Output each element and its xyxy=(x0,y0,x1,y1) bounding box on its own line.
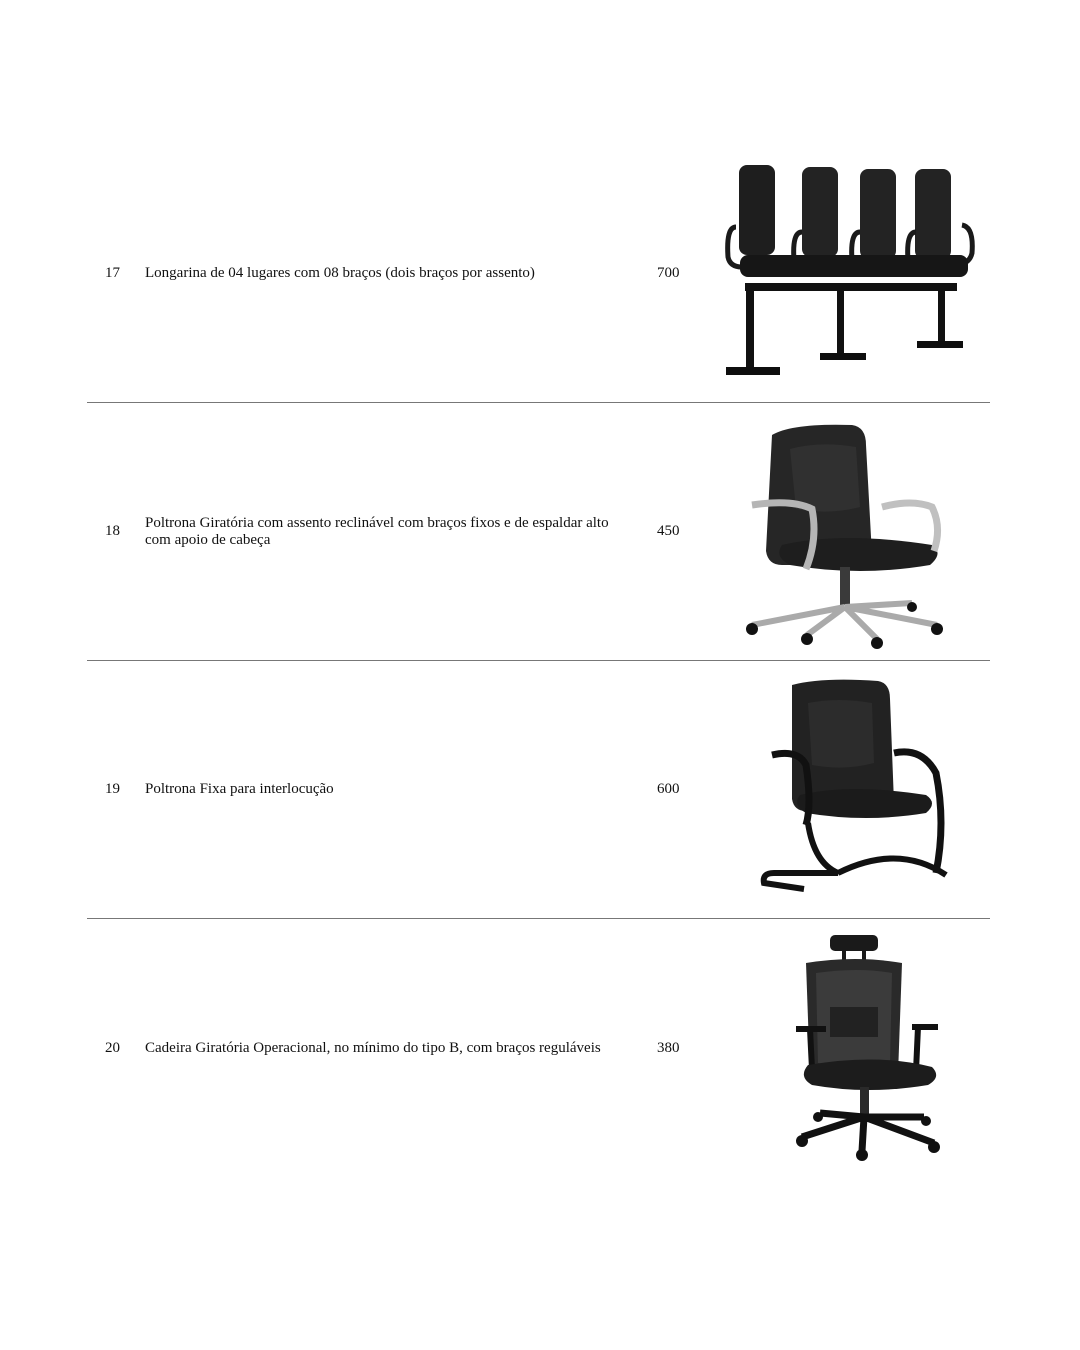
item-number: 20 xyxy=(105,1039,120,1056)
item-description: Poltrona Fixa para interlocução xyxy=(145,781,334,797)
fixed-visitor-armchair-image xyxy=(712,673,982,907)
item-description: Longarina de 04 lugares com 08 braços (dois braços por assento) xyxy=(145,265,535,281)
item-quantity: 450 xyxy=(657,523,680,539)
table-row xyxy=(87,919,990,1177)
operational-swivel-chair-image xyxy=(712,931,982,1165)
item-quantity: 700 xyxy=(657,265,680,281)
table-row xyxy=(87,661,990,919)
four-seat-beam-chair-image xyxy=(712,157,982,391)
high-back-swivel-armchair-image xyxy=(712,415,982,649)
item-quantity: 380 xyxy=(657,1039,680,1056)
item-quantity: 600 xyxy=(657,781,680,797)
item-description: Cadeira Giratória Operacional, no mínimo do tipo B, com braços reguláveis xyxy=(145,1039,601,1056)
item-number: 19 xyxy=(105,781,120,797)
item-description: Poltrona Giratória com assento reclinável com braços fixos e de espaldar alto com apoio de cabeça xyxy=(145,514,609,548)
furniture-item-table xyxy=(87,145,990,1177)
item-number: 18 xyxy=(105,523,120,539)
table-row xyxy=(87,403,990,661)
item-number: 17 xyxy=(105,265,120,281)
table-row xyxy=(87,145,990,403)
